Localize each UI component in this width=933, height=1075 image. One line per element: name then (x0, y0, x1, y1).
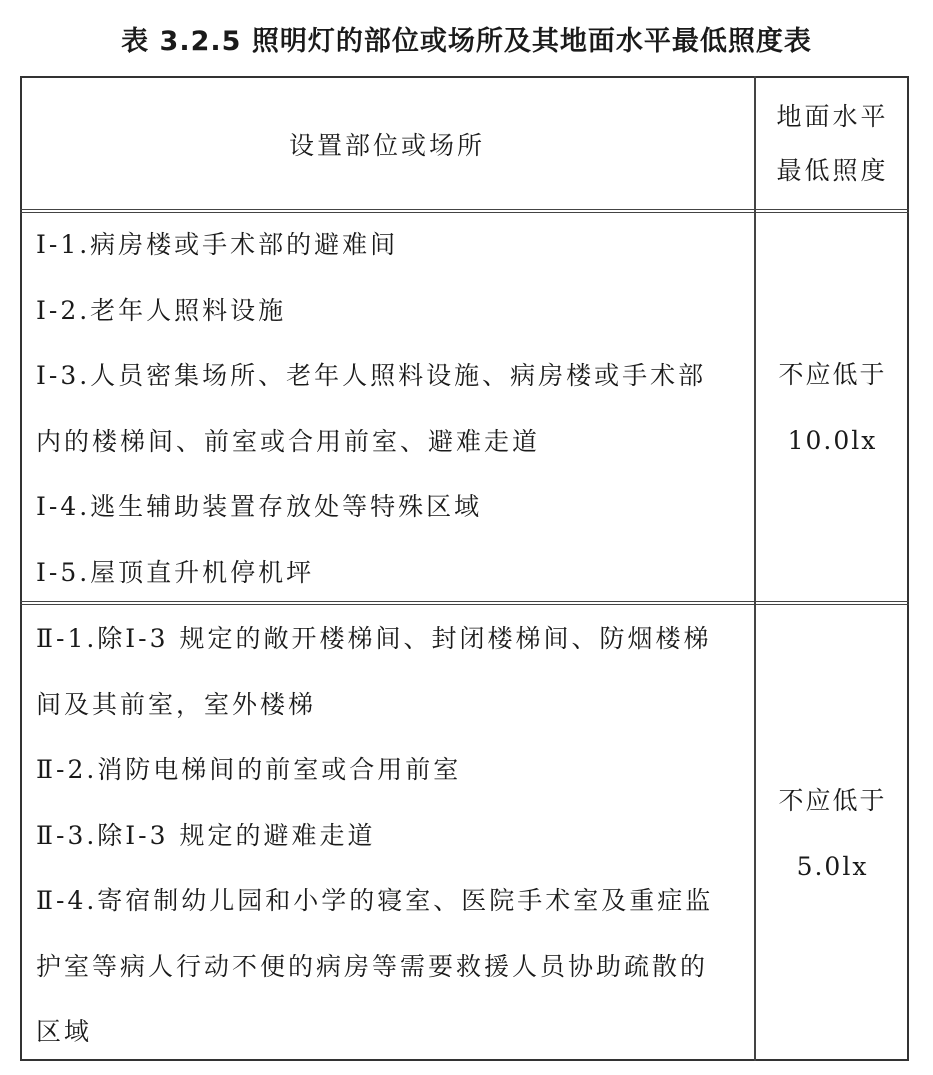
section2-value-line1: 不应低于 (778, 786, 887, 815)
section1-line: Ⅰ-4.逃生辅助装置存放处等特殊区域 (36, 492, 483, 521)
header-illuminance-line1: 地面水平 (776, 102, 889, 131)
column-divider (754, 76, 756, 1061)
section2-line: 护室等病人行动不便的病房等需要救援人员协助疏散的 (36, 951, 709, 981)
header-location: 设置部位或场所 (288, 131, 485, 160)
section1-illuminance (756, 342, 909, 474)
section1-line: Ⅰ-1.病房楼或手术部的避难间 (36, 230, 399, 259)
section1-value-line2: 10.0lx (787, 426, 878, 455)
section2-line: Ⅱ-2.消防电梯间的前室或合用前室 (36, 755, 462, 784)
section1-line: 内的楼梯间、前室或合用前室、避难走道 (36, 426, 541, 456)
section2-line: Ⅱ-4.寄宿制幼儿园和小学的寝室、医院手术室及重症监 (36, 886, 714, 915)
section2-illuminance (756, 768, 909, 900)
section2-value-line2: 5.0lx (796, 852, 869, 881)
section1-line: Ⅰ-5.屋顶直升机停机坪 (36, 557, 315, 587)
section1-value-line1: 不应低于 (778, 360, 887, 389)
header-illuminance-line2: 最低照度 (776, 156, 889, 185)
section2-line: 区域 (36, 1017, 93, 1046)
section2-locations (36, 606, 713, 1065)
header-illuminance (756, 90, 909, 198)
section2-line: 间及其前室，室外楼梯 (36, 689, 317, 719)
section2-line: Ⅱ-3.除Ⅰ-3 规定的避难走道 (36, 820, 376, 850)
section1-line: Ⅰ-2.老年人照料设施 (36, 295, 287, 325)
table-title: 表 3.2.5 照明灯的部位或场所及其地面水平最低照度表 (121, 26, 812, 57)
section1-line: Ⅰ-3.人员密集场所、老年人照料设施、病房楼或手术部 (36, 361, 707, 390)
section2-line: Ⅱ-1.除Ⅰ-3 规定的敞开楼梯间、封闭楼梯间、防烟楼梯 (36, 624, 712, 653)
section1-locations (36, 212, 706, 605)
